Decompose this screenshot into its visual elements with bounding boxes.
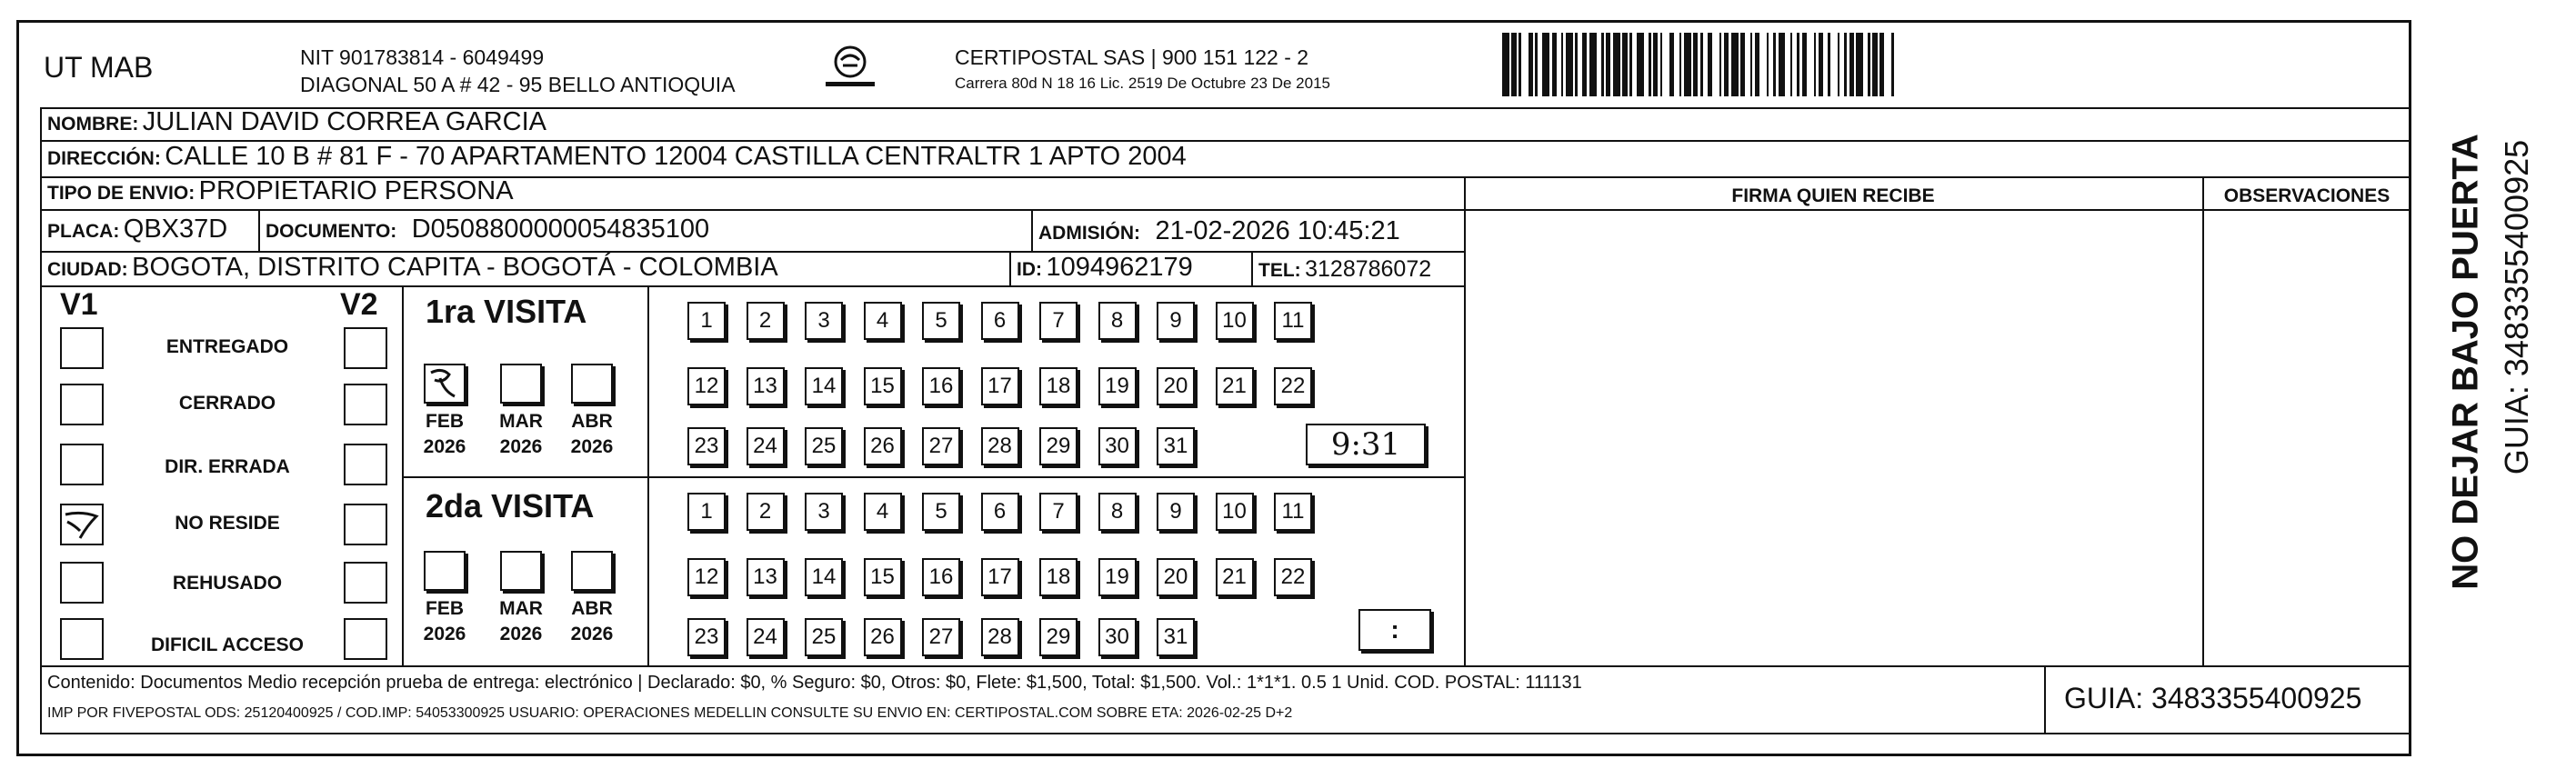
first-visit-day-11[interactable]: 11 (1274, 302, 1312, 340)
tel-value: 3128786072 (1305, 256, 1432, 282)
status-label-entregado: ENTREGADO (165, 336, 289, 357)
barcode-bar (1542, 33, 1549, 96)
barcode-bar (1589, 33, 1597, 96)
second-visit-day-18[interactable]: 18 (1039, 558, 1078, 596)
barcode-bar (1637, 33, 1644, 96)
barcode-bar (1830, 33, 1838, 96)
second-visit-time: : (1390, 615, 1399, 644)
v2-checkbox-no-reside[interactable] (344, 504, 387, 545)
admision-value: 21-02-2026 10:45:21 (1155, 216, 1400, 245)
direccion-row (47, 142, 1187, 172)
second-visit-day-24[interactable]: 24 (747, 618, 785, 656)
direccion-value: CALLE 10 B # 81 F - 70 APARTAMENTO 12004 CASTILLA CENTRALTR 1 APTO 2004 (165, 142, 1187, 171)
tel-label: TEL: (1258, 260, 1301, 281)
id-value: 1094962179 (1046, 253, 1193, 282)
tipo-row (47, 176, 514, 206)
obs-divider (2202, 176, 2204, 665)
ciudad-label: CIUDAD: (47, 259, 128, 280)
id-divider (1009, 251, 1011, 285)
status-label-dificil-acceso: DIFICIL ACCESO (150, 634, 304, 655)
footer-printinfo: IMP POR FIVEPOSTAL ODS: 25120400925 / COD.IMP: 54053300925 USUARIO: OPERACIONES MEDELLIN CONSULTE SU ENVIO EN: CERTIPOSTAL.COM SOBRE ETA: 2026-02-25 D+2 (47, 705, 1293, 721)
second-visit-day-21[interactable]: 21 (1216, 558, 1254, 596)
second-visit-day-7[interactable]: 7 (1039, 493, 1078, 531)
status-divider (402, 285, 404, 665)
barcode-bar (1731, 33, 1739, 96)
second-visit-feb-checkbox[interactable] (424, 551, 466, 591)
second-visit-day-17[interactable]: 17 (981, 558, 1019, 596)
second-visit-day-16[interactable]: 16 (922, 558, 960, 596)
first-visit-day-19[interactable]: 19 (1098, 367, 1137, 405)
company-name: UT MAB (44, 51, 154, 84)
carrier-address: Carrera 80d N 18 16 Lic. 2519 De Octubre 23 De 2015 (955, 75, 1330, 92)
second-visit-mar-label: MAR (499, 598, 543, 619)
second-visit-day-3[interactable]: 3 (805, 493, 843, 531)
second-visit-day-31[interactable]: 31 (1157, 618, 1195, 656)
barcode-bar (1502, 33, 1509, 96)
documento-value: D0508800000054835100 (411, 215, 710, 244)
first-visit-day-18[interactable]: 18 (1039, 367, 1078, 405)
first-visit-day-22[interactable]: 22 (1274, 367, 1312, 405)
second-visit-day-1[interactable]: 1 (687, 493, 726, 531)
first-visit-day-28[interactable]: 28 (981, 427, 1019, 465)
barcode-bar (1566, 33, 1573, 96)
first-visit-day-15[interactable]: 15 (864, 367, 902, 405)
barcode-bar (1521, 33, 1529, 96)
nombre-label: NOMBRE: (47, 114, 139, 135)
second-visit-feb-label: FEB (426, 598, 464, 619)
barcode-bar (1712, 33, 1719, 96)
company-address: DIAGONAL 50 A # 42 - 95 BELLO ANTIOQUIA (300, 73, 736, 96)
firma-divider (1464, 176, 1466, 665)
carrier-name: CERTIPOSTAL SAS | 900 151 122 - 2 (955, 45, 1309, 69)
barcode-bar (1779, 33, 1786, 96)
v1-checkbox-entregado[interactable] (60, 327, 104, 369)
nombre-value: JULIAN DAVID CORREA GARCIA (142, 107, 546, 136)
status-label-no-reside: NO RESIDE (175, 513, 280, 534)
second-visit-day-11[interactable]: 11 (1274, 493, 1312, 531)
barcode-bar (1894, 33, 1897, 96)
footer-contents: Contenido: Documentos Medio recepción prueba de entrega: electrónico | Declarado: $0, % Seguro: $0, Otros: $0, Flete: $1,500, Total: $1,500. Vol.: 1*1*1. 0.5 1 Unid. COD. POSTAL: 111131 (47, 673, 1582, 693)
tipo-label: TIPO DE ENVIO: (47, 183, 195, 204)
footer-guia-divider (2044, 665, 2046, 733)
id-label: ID: (1017, 259, 1042, 280)
barcode-bar (1684, 33, 1691, 96)
v1-header: V1 (60, 287, 98, 322)
first-visit-day-20[interactable]: 20 (1157, 367, 1195, 405)
second-visit-day-10[interactable]: 10 (1216, 493, 1254, 531)
firma-label: FIRMA QUIEN RECIBE (1731, 185, 1935, 206)
status-label-cerrado: CERRADO (178, 393, 276, 414)
first-visit-day-6[interactable]: 6 (981, 302, 1019, 340)
second-visit-abr-label: ABR (571, 598, 613, 619)
first-visit-abr-label: ABR (571, 411, 613, 432)
first-visit-feb-year: 2026 (423, 436, 466, 457)
id-row (1017, 253, 1193, 283)
documento-label: DOCUMENTO: (266, 221, 397, 242)
first-visit-day-29[interactable]: 29 (1039, 427, 1078, 465)
first-visit-mar-year: 2026 (499, 436, 543, 457)
tel-row (1258, 256, 1431, 283)
v1-checkbox-cerrado[interactable] (60, 384, 104, 425)
doc-divider (258, 209, 260, 251)
second-visit-day-22[interactable]: 22 (1274, 558, 1312, 596)
v1-checkbox-no-reside[interactable] (60, 504, 104, 545)
second-visit-day-9[interactable]: 9 (1157, 493, 1195, 531)
barcode-bar (1884, 33, 1891, 96)
second-visit-day-14[interactable]: 14 (805, 558, 843, 596)
first-visit-day-24[interactable]: 24 (747, 427, 785, 465)
barcode (1502, 33, 2228, 96)
visit-divider (402, 476, 1464, 478)
placa-row (47, 215, 227, 245)
v2-checkbox-dificil-acceso[interactable] (344, 618, 387, 660)
side-warning: NO DEJAR BAJO PUERTA (2445, 134, 2486, 590)
first-visit-feb-checkbox[interactable] (424, 364, 466, 404)
barcode-bar (1662, 33, 1669, 96)
barcode-bar (1613, 33, 1620, 96)
first-visit-day-1[interactable]: 1 (687, 302, 726, 340)
placa-label: PLACA: (47, 221, 120, 242)
second-visit-day-13[interactable]: 13 (747, 558, 785, 596)
v2-checkbox-cerrado[interactable] (344, 384, 387, 425)
first-visit-day-31[interactable]: 31 (1157, 427, 1195, 465)
row-line (40, 209, 2411, 211)
handwritten-check-icon (62, 505, 102, 544)
first-visit-day-26[interactable]: 26 (864, 427, 902, 465)
first-visit-day-27[interactable]: 27 (922, 427, 960, 465)
second-visit-day-25[interactable]: 25 (805, 618, 843, 656)
row-line (40, 285, 1464, 287)
second-visit-mar-checkbox[interactable] (500, 551, 542, 591)
placa-value: QBX37D (123, 215, 228, 244)
barcode-bar (1759, 33, 1767, 96)
v1-checkbox-dir-errada[interactable] (60, 444, 104, 485)
first-visit-day-4[interactable]: 4 (864, 302, 902, 340)
company-nit: NIT 901783814 - 6049499 (300, 45, 545, 69)
row-line (40, 665, 2411, 667)
second-visit-day-23[interactable]: 23 (687, 618, 726, 656)
first-visit-day-23[interactable]: 23 (687, 427, 726, 465)
second-visit-day-26[interactable]: 26 (864, 618, 902, 656)
first-visit-day-25[interactable]: 25 (805, 427, 843, 465)
second-visit-day-5[interactable]: 5 (922, 493, 960, 531)
tel-divider (1251, 251, 1253, 285)
first-visit-mar-label: MAR (499, 411, 543, 432)
second-visit-day-20[interactable]: 20 (1157, 558, 1195, 596)
first-visit-day-8[interactable]: 8 (1098, 302, 1137, 340)
second-visit-day-15[interactable]: 15 (864, 558, 902, 596)
first-visit-day-5[interactable]: 5 (922, 302, 960, 340)
first-visit-day-10[interactable]: 10 (1216, 302, 1254, 340)
tipo-value: PROPIETARIO PERSONA (198, 176, 514, 205)
first-visit-abr-checkbox[interactable] (571, 364, 613, 404)
second-visit-day-6[interactable]: 6 (981, 493, 1019, 531)
second-visit-abr-checkbox[interactable] (571, 551, 613, 591)
second-visit-day-12[interactable]: 12 (687, 558, 726, 596)
second-visit-day-28[interactable]: 28 (981, 618, 1019, 656)
months-divider (647, 285, 649, 665)
ciudad-value: BOGOTA, DISTRITO CAPITA - BOGOTÁ - COLOMBIA (132, 253, 778, 282)
v1-checkbox-rehusado[interactable] (60, 562, 104, 604)
first-visit-time-box[interactable] (1306, 424, 1426, 465)
first-visit-day-7[interactable]: 7 (1039, 302, 1078, 340)
first-visit-feb-label: FEB (426, 411, 464, 432)
status-label-dir-errada: DIR. ERRADA (165, 456, 290, 477)
side-guia: GUIA: 3483355400925 (2498, 139, 2535, 475)
second-visit-day-19[interactable]: 19 (1098, 558, 1137, 596)
first-visit-day-13[interactable]: 13 (747, 367, 785, 405)
second-visit-day-4[interactable]: 4 (864, 493, 902, 531)
frame-left (40, 107, 42, 734)
first-visit-title: 1ra VISITA (426, 293, 587, 330)
frame-right (2410, 107, 2411, 734)
barcode-bar (1856, 33, 1863, 96)
admision-label: ADMISIÓN: (1038, 223, 1140, 244)
first-visit-day-30[interactable]: 30 (1098, 427, 1137, 465)
second-visit-day-30[interactable]: 30 (1098, 618, 1137, 656)
status-label-rehusado: REHUSADO (172, 573, 283, 594)
first-visit-day-14[interactable]: 14 (805, 367, 843, 405)
first-visit-day-3[interactable]: 3 (805, 302, 843, 340)
barcode-bar (1807, 33, 1814, 96)
frame-bottom (40, 733, 2411, 734)
second-visit-abr-year: 2026 (570, 624, 614, 644)
ciudad-row (47, 253, 778, 283)
second-visit-time-box[interactable] (1358, 609, 1431, 651)
second-visit-day-27[interactable]: 27 (922, 618, 960, 656)
first-visit-time: 9:31 (1330, 426, 1401, 463)
first-visit-abr-year: 2026 (570, 436, 614, 457)
v2-checkbox-entregado[interactable] (344, 327, 387, 369)
first-visit-day-9[interactable]: 9 (1157, 302, 1195, 340)
footer-guia: GUIA: 3483355400925 (2064, 682, 2362, 714)
v2-checkbox-dir-errada[interactable] (344, 444, 387, 485)
first-visit-day-12[interactable]: 12 (687, 367, 726, 405)
certipostal-logo-icon (818, 40, 882, 95)
first-visit-day-2[interactable]: 2 (747, 302, 785, 340)
second-visit-feb-year: 2026 (423, 624, 466, 644)
second-visit-day-2[interactable]: 2 (747, 493, 785, 531)
admision-divider (1031, 209, 1033, 251)
admision-row (1038, 216, 1400, 246)
second-visit-mar-year: 2026 (499, 624, 543, 644)
nombre-row (47, 107, 546, 137)
second-visit-title: 2da VISITA (426, 487, 595, 524)
v2-header: V2 (340, 287, 378, 322)
documento-row (266, 215, 709, 245)
first-visit-day-21[interactable]: 21 (1216, 367, 1254, 405)
first-visit-mar-checkbox[interactable] (500, 364, 542, 404)
first-visit-day-16[interactable]: 16 (922, 367, 960, 405)
direccion-label: DIRECCIÓN: (47, 148, 161, 169)
first-visit-day-17[interactable]: 17 (981, 367, 1019, 405)
observaciones-label: OBSERVACIONES (2223, 185, 2391, 206)
handwritten-check-icon (426, 365, 464, 402)
second-visit-day-29[interactable]: 29 (1039, 618, 1078, 656)
v2-checkbox-rehusado[interactable] (344, 562, 387, 604)
second-visit-day-8[interactable]: 8 (1098, 493, 1137, 531)
v1-checkbox-dificil-acceso[interactable] (60, 618, 104, 660)
